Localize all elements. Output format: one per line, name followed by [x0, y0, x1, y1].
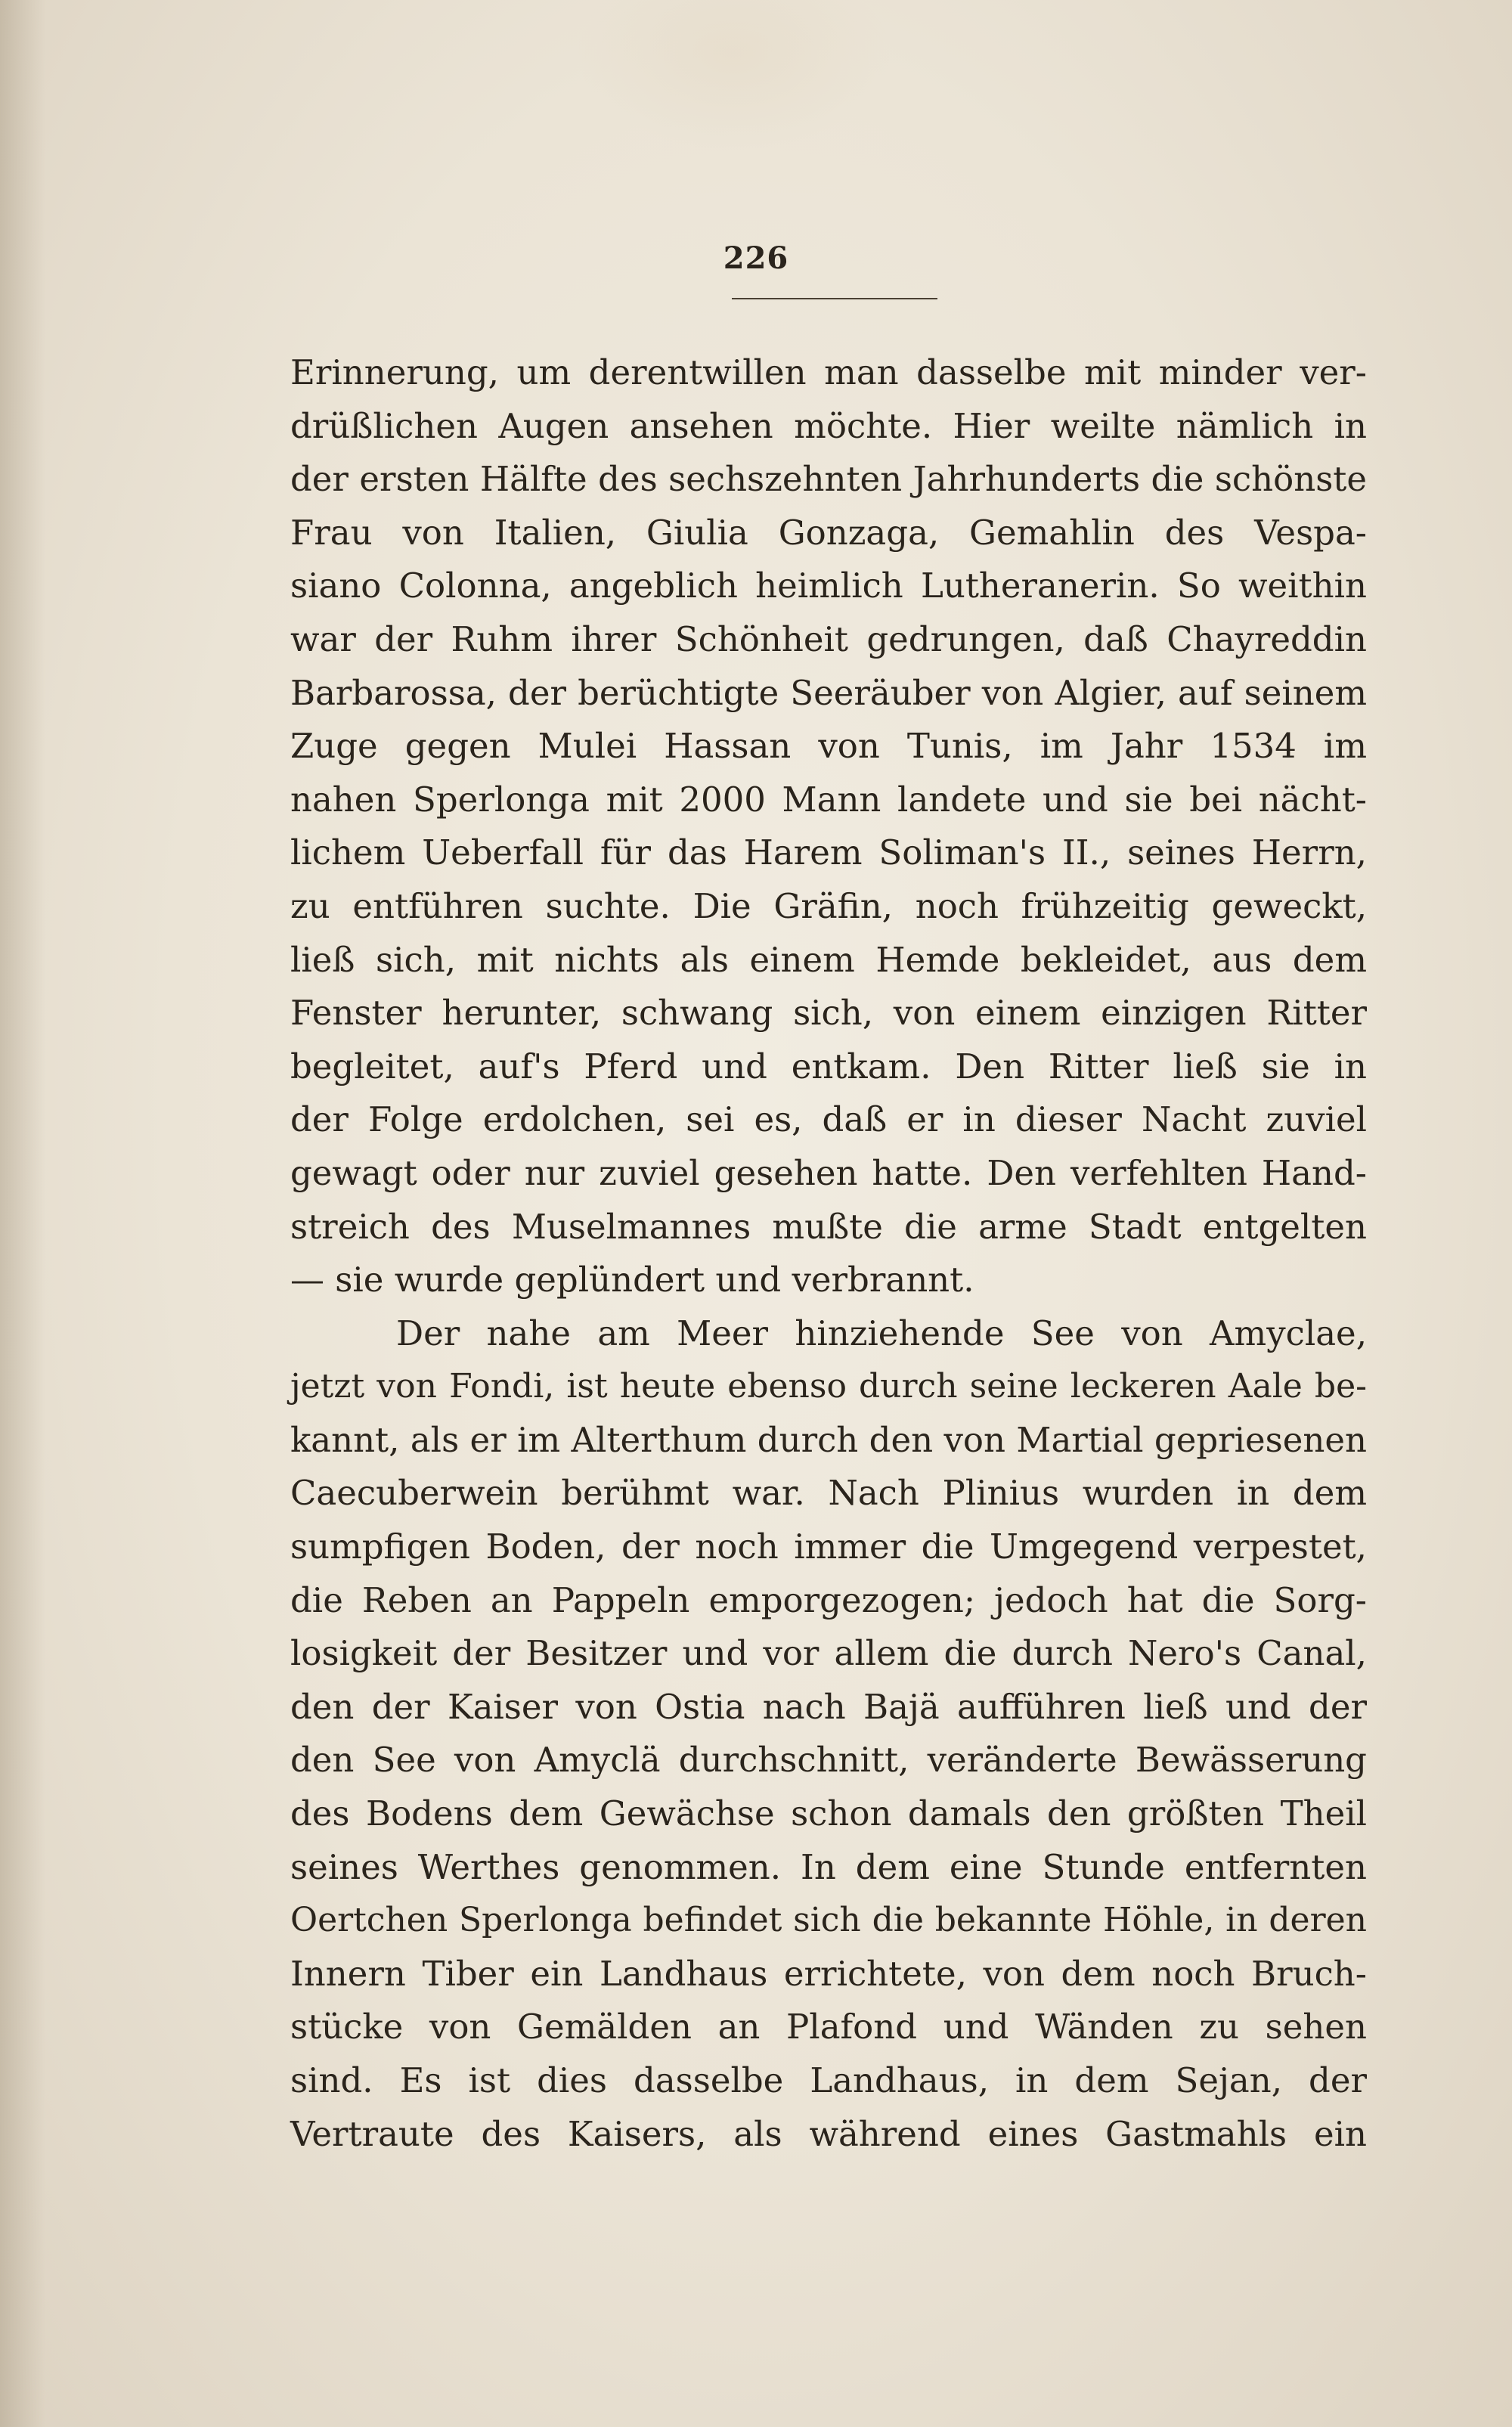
text-line: Fenster herunter, schwang sich, von einem einzigen Ritter [290, 993, 1367, 1034]
page-edge-shadow [0, 0, 45, 2427]
text-line: zu entführen suchte. Die Gräfin, noch frühzeitig geweckt, [290, 885, 1367, 926]
text-line: siano Colonna, angeblich heimlich Lutheranerin. So weithin [290, 566, 1367, 606]
text-line-paragraph-start: Der nahe am Meer hinziehende See von Amyclae, [396, 1313, 1367, 1353]
text-line: drüßlichen Augen ansehen möchte. Hier weilte nämlich in [290, 405, 1367, 446]
text-line: lichem Ueberfall für das Harem Soliman's II., seines Herrn, [290, 832, 1367, 873]
text-line: jetzt von Fondi, ist heute ebenso durch seine leckeren Aale be- [290, 1367, 1367, 1406]
text-line: Innern Tiber ein Landhaus errichtete, von dem noch Bruch- [290, 1953, 1367, 1994]
text-line: stücke von Gemälden an Plafond und Wänden zu sehen [290, 2007, 1367, 2047]
text-line: begleitet, auf's Pferd und entkam. Den Ritter ließ sie in [290, 1046, 1367, 1086]
text-line: kannt, als er im Alterthum durch den von Martial gepriesenen [290, 1419, 1367, 1460]
paper-stain [575, 0, 892, 151]
text-line: des Bodens dem Gewächse schon damals den größten Theil [290, 1793, 1367, 1834]
text-line: Barbarossa, der berüchtigte Seeräuber von Algier, auf seinem [290, 672, 1367, 713]
text-line: streich des Muselmannes mußte die arme Stadt entgelten [290, 1206, 1367, 1247]
text-line: war der Ruhm ihrer Schönheit gedrungen, daß Chayreddin [290, 618, 1367, 659]
text-line: losigkeit der Besitzer und vor allem die durch Nero's Canal, [290, 1633, 1367, 1674]
text-line: ließ sich, mit nichts als einem Hemde bekleidet, aus dem [290, 939, 1367, 980]
text-line: Oertchen Sperlonga befindet sich die bekannte Höhle, in deren [290, 1901, 1367, 1940]
text-line: sumpfigen Boden, der noch immer die Umgegend verpestet, [290, 1527, 1367, 1567]
text-line: nahen Sperlonga mit 2000 Mann landete und sie bei nächt- [290, 779, 1367, 820]
text-line: Erinnerung, um derentwillen man dasselbe mit minder ver- [290, 352, 1367, 392]
text-line: Vertraute des Kaisers, als während eines Gastmahls ein [290, 2113, 1367, 2154]
text-line: der Folge erdolchen, sei es, daß er in dieser Nacht zuviel [290, 1099, 1367, 1140]
text-line: Caecuberwein berühmt war. Nach Plinius wurden in dem [290, 1473, 1367, 1514]
page-number: 226 [723, 240, 789, 276]
header-rule [732, 298, 937, 299]
text-line: Frau von Italien, Giulia Gonzaga, Gemahlin des Vespa- [290, 512, 1367, 553]
text-line: gewagt oder nur zuviel gesehen hatte. Den verfehlten Hand- [290, 1152, 1367, 1193]
text-line: der ersten Hälfte des sechszehnten Jahrhunderts die schönste [290, 459, 1367, 500]
text-line: den See von Amyclä durchschnitt, veränderte Bewässerung [290, 1740, 1367, 1781]
text-line: seines Werthes genommen. In dem eine Stunde entfernten [290, 1846, 1367, 1887]
text-line: die Reben an Pappeln emporgezogen; jedoch hat die Sorg- [290, 1579, 1367, 1620]
text-line: Zuge gegen Mulei Hassan von Tunis, im Jahr 1534 im [290, 726, 1367, 767]
text-line: sind. Es ist dies dasselbe Landhaus, in dem Sejan, der [290, 2060, 1367, 2100]
text-line: den der Kaiser von Ostia nach Bajä aufführen ließ und der [290, 1686, 1367, 1727]
body-text [290, 346, 1367, 2161]
text-line-paragraph-end: — sie wurde geplündert und verbrannt. [290, 1260, 974, 1300]
